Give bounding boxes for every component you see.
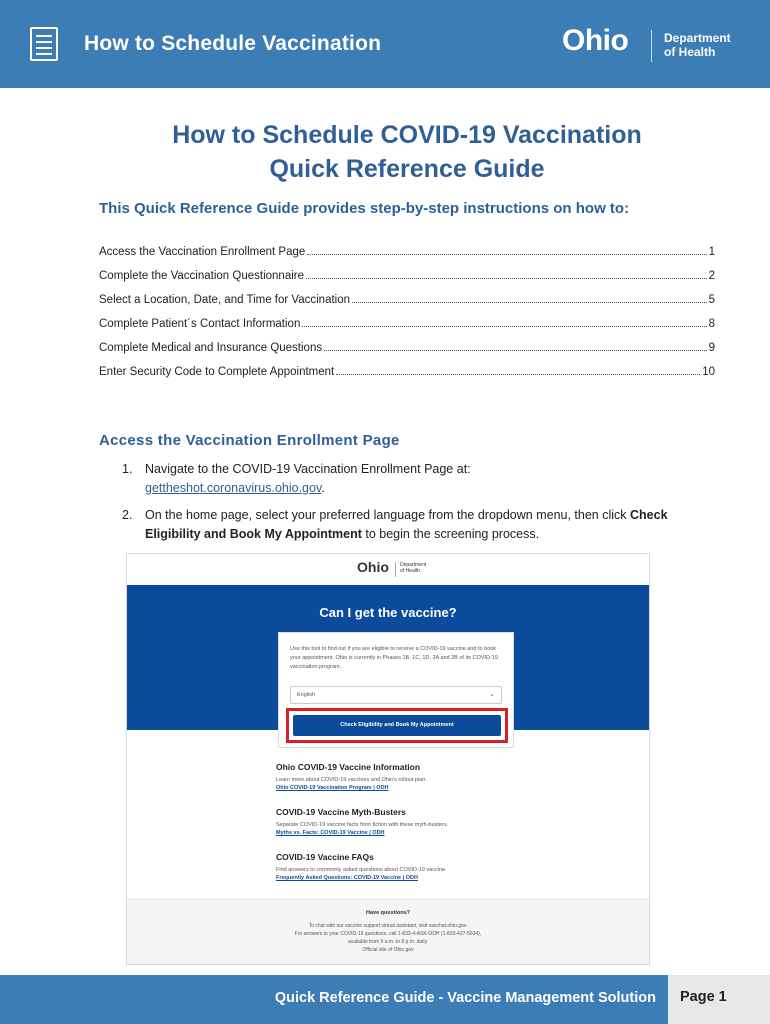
logo-divider — [651, 30, 652, 62]
steps-list — [122, 460, 712, 552]
toc-entry[interactable]: Complete Medical and Insurance Questions 9 — [99, 342, 715, 354]
header-title: How to Schedule Vaccination — [84, 32, 382, 55]
mini-footer: Have questions? To chat with our vaccine support virtual assistant, visit vaxchat.ohio.gov. For answers to your COVID-19 questions, call 1-833-4-ASK-ODH (1-833-427-5634), available from 9 a.m. to 8 p.m. daily. Official site of Ohio.gov — [127, 899, 649, 965]
mini-department-label: Department of Health — [400, 562, 427, 574]
mini-ohio-logo: Ohio — [357, 559, 389, 575]
footer-text: Quick Reference Guide - Vaccine Management Solution — [274, 990, 656, 1006]
hero-title: Can I get the vaccine? — [319, 605, 457, 620]
step-2: 2. On the home page, select your preferred language from the dropdown menu, then click Check Eligibility and Book My Appointment to begin the screening process. — [122, 508, 668, 541]
document-list-icon — [30, 27, 58, 61]
intro-text: This Quick Reference Guide provides step-by-step instructions on how to: — [99, 200, 630, 217]
language-select[interactable]: English ⌄ — [290, 686, 502, 704]
eligibility-card — [278, 632, 514, 748]
card-description: Use this tool to find out if you are eligible to receive a COVID-19 vaccine and to book your appointment. Ohio is currently in Phases 1B, 1C, 1D, 2A and 2B of its COVID-19 vaccination program. — [290, 646, 498, 670]
page-number: Page 1 — [680, 989, 727, 1005]
toc-entry[interactable]: Complete Patient´s Contact Information 8 — [99, 318, 715, 330]
toc-entry[interactable]: Select a Location, Date, and Time for Vaccination 5 — [99, 294, 715, 306]
info-link[interactable]: Ohio COVID-19 Vaccination Program | ODH — [276, 785, 389, 791]
page-number-box — [668, 975, 770, 1024]
table-of-contents — [99, 246, 715, 390]
info-link[interactable]: Myths vs. Facts: COVID-19 Vaccine | ODH — [276, 830, 385, 836]
footer-band — [0, 975, 668, 1024]
chevron-down-icon: ⌄ — [489, 691, 495, 698]
info-block: Ohio COVID-19 Vaccine Information Learn more about COVID-19 vaccines and Ohio's rollout plan. Ohio COVID-19 Vaccination Program | ODH — [276, 762, 536, 792]
ohio-logo: Ohio — [562, 24, 629, 57]
step-1: 1. Navigate to the COVID-19 Vaccination Enrollment Page at: gettheshot.coronavirus.ohio.gov. — [122, 462, 471, 495]
page-footer — [0, 975, 770, 1024]
mini-logo-divider — [395, 562, 396, 577]
info-link[interactable]: Frequently Asked Questions: COVID-19 Vaccine | ODH — [276, 875, 418, 881]
check-eligibility-button[interactable]: Check Eligibility and Book My Appointment — [293, 715, 501, 736]
info-section — [276, 762, 536, 897]
mini-header — [127, 554, 649, 584]
info-block: COVID-19 Vaccine Myth-Busters Separate COVID-19 vaccine facts from fiction with these myth-busters. Myths vs. Facts: COVID-19 Vaccine | ODH — [276, 807, 536, 837]
toc-entry[interactable]: Complete the Vaccination Questionnaire 2 — [99, 270, 715, 282]
page-title: How to Schedule COVID-19 Vaccination Quick Reference Guide — [172, 121, 642, 183]
toc-entry[interactable]: Enter Security Code to Complete Appointment 10 — [99, 366, 715, 378]
enrollment-link[interactable]: gettheshot.coronavirus.ohio.gov — [145, 481, 322, 495]
section-heading: Access the Vaccination Enrollment Page — [99, 432, 400, 449]
highlight-outline — [286, 708, 508, 743]
department-label: Department of Health — [664, 31, 731, 59]
header-bar — [0, 0, 770, 88]
toc-entry[interactable]: Access the Vaccination Enrollment Page 1 — [99, 246, 715, 258]
info-block: COVID-19 Vaccine FAQs Find answers to commonly asked questions about COVID-19 vaccine. Frequently Asked Questions: COVID-19 Vaccine | ODH — [276, 852, 536, 882]
enrollment-page-screenshot — [126, 553, 650, 965]
